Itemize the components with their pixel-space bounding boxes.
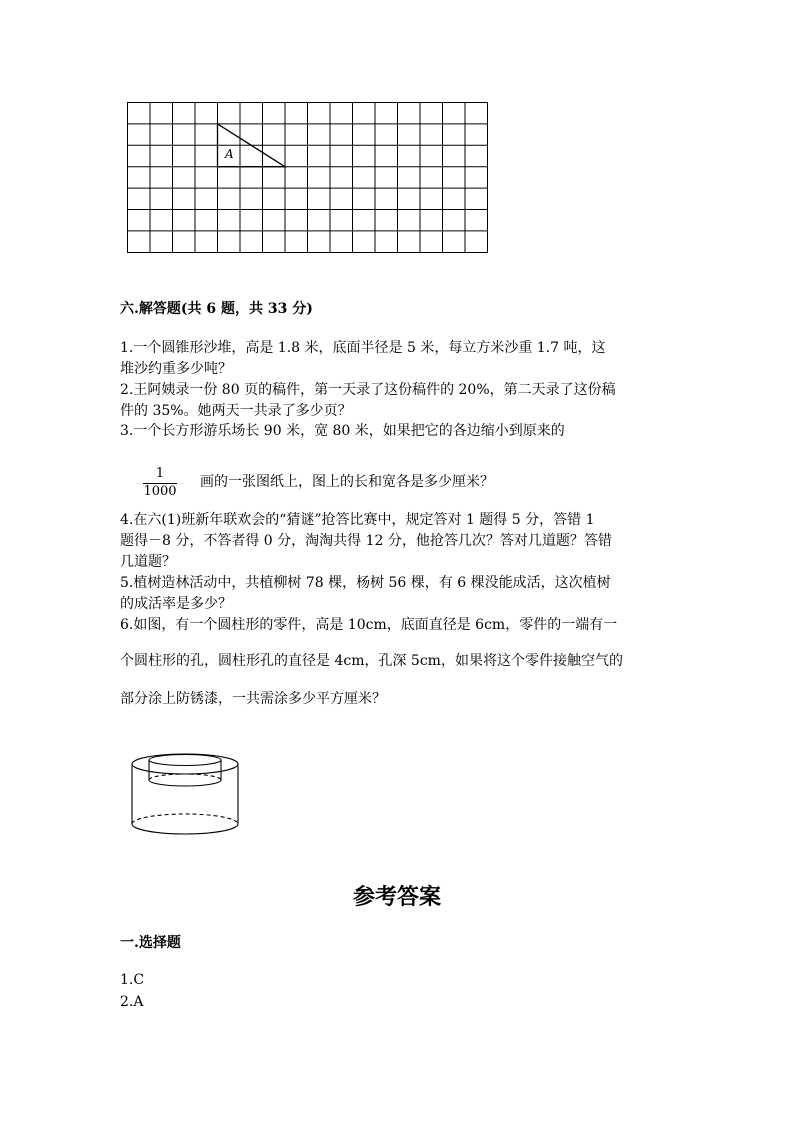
q4-line1: 4.在六(1)班新年联欢会的“猜谜”抢答比赛中，规定答对 1 题得 5 分，答错 1 [120, 512, 595, 528]
q6-line1: 6.如图，有一个圆柱形的零件，高是 10cm，底面直径是 6cm，零件的一端有一 [120, 617, 618, 633]
outer-bottom-back [132, 814, 238, 824]
grid-lines [128, 103, 488, 253]
q4-line3: 几道题？ [120, 554, 176, 570]
q3-line2: 画的一张图纸上，图上的长和宽各是多少厘米？ [200, 474, 494, 490]
answer-2: 2.A [120, 994, 144, 1010]
hole-top-ellipse [149, 755, 221, 766]
q6-line3: 部分涂上防锈漆，一共需涂多少平方厘米？ [120, 691, 386, 707]
outer-top-ellipse [132, 754, 238, 774]
cylinder-figure [128, 752, 244, 838]
answer-1: 1.C [120, 972, 145, 988]
q2-line1: 2.王阿姨录一份 80 页的稿件，第一天录了这份稿件的 20%，第二天录了这份稿 [120, 382, 616, 398]
q6-line2: 个圆柱形的孔，圆柱形孔的直径是 4cm，孔深 5cm，如果将这个零件接触空气的 [120, 653, 623, 669]
q2-line2: 件的 35%。她两天一共录了多少页？ [120, 403, 352, 419]
fraction-denominator: 1000 [143, 484, 177, 499]
q1-line1: 1.一个圆锥形沙堆，高是 1.8 米，底面半径是 5 米，每立方米沙重 1.7 吨，这 [120, 340, 606, 356]
section-title: 六.解答题(共 6 题，共 33 分) [120, 301, 313, 317]
grid-figure [127, 102, 489, 254]
outer-bottom-front [132, 824, 238, 834]
q5-line1: 5.植树造林活动中，共植柳树 78 棵，杨树 56 棵，有 6 棵没能成活，这次植树 [120, 575, 611, 591]
answer-section-title: 一.选择题 [120, 935, 181, 951]
q1-line2: 堆沙约重多少吨？ [120, 361, 232, 377]
q3-line1: 3.一个长方形游乐场长 90 米，宽 80 米，如果把它的各边缩小到原来的 [120, 423, 565, 439]
q5-line2: 的成活率是多少？ [120, 596, 232, 612]
answer-title: 参考答案 [352, 884, 441, 910]
q4-line2: 题得－8 分，不答者得 0 分，淘淘共得 12 分，他抢答几次？答对几道题？答错 [120, 533, 612, 549]
fraction-numerator: 1 [143, 466, 177, 484]
fraction [143, 466, 177, 500]
hole-bottom-back [149, 774, 221, 780]
triangle-label: A [225, 147, 234, 161]
